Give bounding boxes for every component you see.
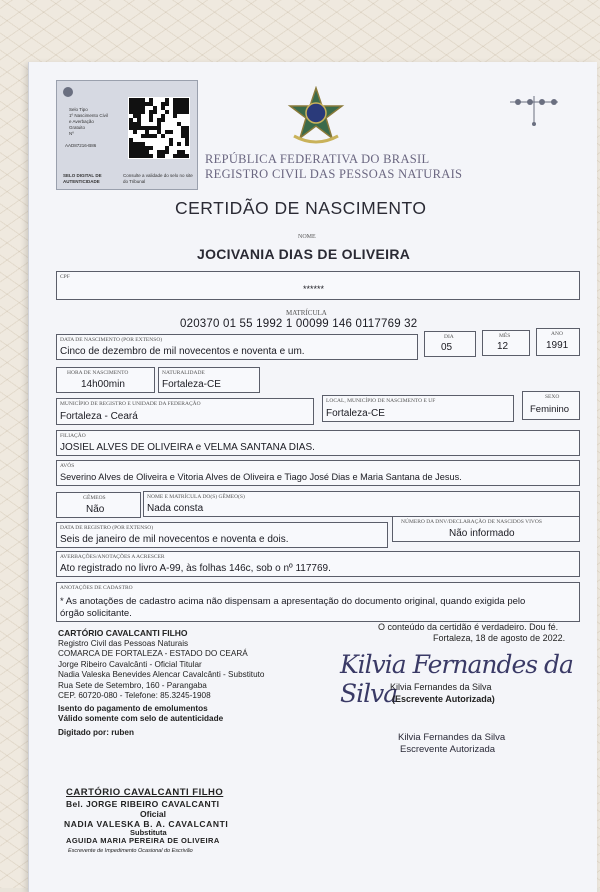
cpf-value: ****** <box>303 284 325 294</box>
validity-note: Válido somente com selo de autenticidade <box>58 714 224 723</box>
registry-notes-label: ANOTAÇÕES DE CADASTRO <box>60 585 133 591</box>
dnv-label: NÚMERO DA DNV/DECLARAÇÃO DE NASCIDOS VIVOS <box>401 519 542 525</box>
seal-consult-text: Consulte a validade do selo no site do Tribunal <box>123 173 193 184</box>
stamp-line: NADIA VALESKA B. A. CAVALCANTI <box>64 819 229 829</box>
birth-month-field <box>482 330 530 356</box>
stamp-line: AGUIDA MARIA PEREIRA DE OLIVEIRA <box>66 836 220 845</box>
twins-names-value: Nada consta <box>147 503 204 514</box>
birth-day-field <box>424 331 476 357</box>
month-value: 12 <box>497 341 509 352</box>
stamp-signer-name: Kilvia Fernandes da Silva <box>398 732 506 743</box>
annotations-field <box>56 551 580 577</box>
registration-date-field <box>56 522 388 548</box>
handwritten-signature: Kilvia Fernandes da Silva <box>340 650 573 708</box>
birth-date-label: DATA DE NASCIMENTO (POR EXTENSO) <box>60 337 163 343</box>
birth-year-field <box>536 328 580 356</box>
birth-place-value: Fortaleza-CE <box>326 408 385 419</box>
registry-notes-field <box>56 582 580 622</box>
naturality-label: NATURALIDADE <box>162 370 205 376</box>
attestation-line: O conteúdo da certidão é verdadeiro. Dou fé. <box>378 622 559 632</box>
place-date: Fortaleza, 18 de agosto de 2022. <box>433 633 566 643</box>
dnv-value: Não informado <box>449 528 515 539</box>
grandparents-field <box>56 460 580 486</box>
day-label: DIA <box>444 334 454 340</box>
republic-header <box>205 152 462 182</box>
sex-value: Feminino <box>530 404 570 415</box>
typed-by: Digitado por: ruben <box>58 728 134 737</box>
matricula-value: 020370 01 55 1992 1 00099 146 0117769 32 <box>180 318 418 330</box>
office-line: COMARCA DE FORTALEZA - ESTADO DO CEARÁ <box>58 649 248 658</box>
name-label: NOME <box>298 234 316 240</box>
cpf-label: CPF <box>60 274 70 280</box>
birth-place-label: LOCAL, MUNICÍPIO DE NASCIMENTO E UF <box>326 398 436 404</box>
seal-line: e Averbação <box>69 119 94 124</box>
twins-names-field <box>143 491 580 517</box>
office-name: CARTÓRIO CAVALCANTI FILHO <box>58 628 188 638</box>
birth-hour-field <box>56 367 155 393</box>
registry-notes-line: órgão solicitante. <box>60 608 132 619</box>
stamp-line: Escrevente de Impedimento Ocasional do Escrivão <box>68 848 193 854</box>
annotations-label: AVERBAÇÕES/ANOTAÇÕES A ACRESCER <box>60 554 165 560</box>
year-value: 1991 <box>546 340 569 351</box>
dnv-field <box>392 516 580 542</box>
stamp-line: Bel. JORGE RIBEIRO CAVALCANTI <box>66 799 220 809</box>
matricula-label: MATRÍCULA <box>286 309 327 317</box>
day-value: 05 <box>441 342 453 353</box>
registry-city-value: Fortaleza - Ceará <box>60 411 138 422</box>
office-line: Rua Sete de Setembro, 160 - Parangaba <box>58 681 207 690</box>
signer-name: Kilvia Fernandes da Silva <box>390 682 492 692</box>
seal-line: Nº <box>69 131 74 136</box>
filiation-value: JOSIEL ALVES DE OLIVEIRA e VELMA SANTANA DIAS. <box>60 442 315 453</box>
sex-field <box>522 391 580 420</box>
naturality-value: Fortaleza-CE <box>162 379 221 390</box>
cpf-field <box>56 271 580 300</box>
office-line: Nadia Valeska Benevides Alencar Cavalcânti - Substituto <box>58 670 265 679</box>
sex-label: SEXO <box>545 394 560 400</box>
registry-city-label: MUNICÍPIO DE REGISTRO E UNIDADE DA FEDERAÇÃO <box>60 401 201 407</box>
judiciary-logo-icon <box>63 87 73 97</box>
seal-label: SELO DIGITAL DE AUTENTICIDADE <box>63 173 102 184</box>
birth-date-field <box>56 334 418 360</box>
stamp-line: Substituta <box>130 828 167 837</box>
stamp-signer-role: Escrevente Autorizada <box>400 744 496 755</box>
birth-place-field <box>322 395 514 422</box>
registration-date-label: DATA DE REGISTRO (POR EXTENSO) <box>60 525 154 531</box>
twins-field <box>56 492 141 518</box>
twins-value: Não <box>86 504 105 515</box>
grandparents-value: Severino Alves de Oliveira e Vitoria Alves de Oliveira e Tiago José Dias e Maria Santana de Jesus. <box>60 472 462 482</box>
person-name: JOCIVANIA DIAS DE OLIVEIRA <box>197 246 411 262</box>
republic-title: REPÚBLICA FEDERATIVA DO BRASIL <box>205 152 430 166</box>
stamp-line: Oficial <box>140 809 166 819</box>
naturality-field <box>158 367 260 393</box>
stamp-office-name: CARTÓRIO CAVALCANTI FILHO <box>66 787 224 798</box>
office-line: Registro Civil das Pessoas Naturais <box>58 639 189 648</box>
qr-code-icon <box>128 97 190 159</box>
registry-notes-line: * As anotações de cadastro acima não dispensam a apresentação do documento original, quando exigida pelo <box>60 596 526 607</box>
annotations-value: Ato registrado no livro A-99, às folhas 146c, sob o nº 117769. <box>60 563 331 574</box>
twins-label: GÊMEOS <box>83 495 106 501</box>
seal-code: AAD87216-B86 <box>65 143 97 148</box>
birth-date-text: Cinco de dezembro de mil novecentos e noventa e um. <box>60 346 305 357</box>
seal-line: Selo Tipo <box>69 107 88 112</box>
office-line: Jorge Ribeiro Cavalcânti - Oficial Titular <box>58 660 202 669</box>
filiation-field <box>56 430 580 456</box>
seal-line: 1º Nascimento Civil <box>69 113 108 118</box>
office-line: CEP. 60720-080 - Telefone: 85.3245-1908 <box>58 691 211 700</box>
registry-emblem-icon <box>506 90 562 130</box>
registry-city-field <box>56 398 314 425</box>
coat-of-arms-icon <box>286 86 346 146</box>
hour-value: 14h00min <box>81 379 125 390</box>
document-title: CERTIDÃO DE NASCIMENTO <box>175 198 427 218</box>
filiation-label: FILIAÇÃO <box>60 433 86 439</box>
grandparents-label: AVÓS <box>60 463 75 469</box>
registration-date-value: Seis de janeiro de mil novecentos e noventa e dois. <box>60 534 289 545</box>
year-label: ANO <box>551 331 563 337</box>
signer-role: (Escrevente Autorizada) <box>392 694 495 704</box>
twins-names-label: NOME E MATRÍCULA DO(S) GÊMEO(S) <box>147 494 245 500</box>
hour-label: HORA DE NASCIMENTO <box>67 370 129 376</box>
registry-title: REGISTRO CIVIL DAS PESSOAS NATURAIS <box>205 167 463 181</box>
seal-line: Gratuito <box>69 125 86 130</box>
month-label: MÊS <box>499 333 511 339</box>
fee-exemption: Isento do pagamento de emolumentos <box>58 704 208 713</box>
